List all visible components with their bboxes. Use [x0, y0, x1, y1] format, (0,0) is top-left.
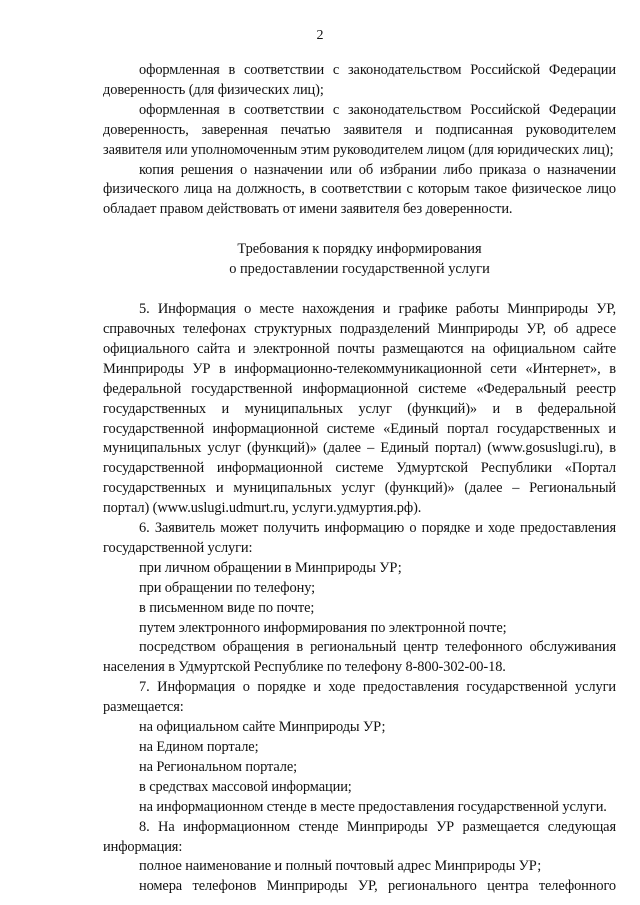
list-item-mail: в письменном виде по почте; — [139, 599, 315, 616]
section-heading — [103, 240, 616, 280]
intro-paragraph-1: оформленная в соответствии с законодательством Российской Федерации доверенность (для физических лиц); — [103, 62, 616, 98]
page-number: 2 — [316, 28, 324, 43]
list-item-call-center: посредством обращения в региональный центр телефонного обслуживания населения в Удмуртской Республике по телефону 8-800-302-00-18. — [103, 639, 616, 676]
document-body — [103, 61, 616, 897]
section-heading-line-1: Требования к порядку информирования — [237, 241, 482, 258]
section-heading-line-2: о предоставлении государственной услуги — [229, 261, 490, 278]
list-item-mass-media: в средствах массовой информации; — [139, 778, 352, 795]
paragraph-8: 8. На информационном стенде Минприроды УР размещается следующая информация: — [103, 818, 616, 855]
list-item-personal-visit: при личном обращении в Минприроды УР; — [139, 559, 402, 576]
list-item-regional-portal: на Региональном портале; — [139, 758, 298, 775]
paragraph-7: 7. Информация о порядке и ходе предоставления государственной услуги размещается: — [103, 679, 616, 716]
paragraph-5: 5. Информация о месте нахождения и графике работы Минприроды УР, справочных телефонах структурных подразделений Минприроды УР, об адресе официального сайта и электронной почты размещаются на официальном сайте Минприроды УР в информационно-телекоммуникационной сети «Интернет», в федеральной государственной информационной системе «Федеральный реестр государственных и муниципальных услуг (функций)» и в федеральной государственной информационной системе «Единый портал государственных и муниципальных услуг (функций)» (далее – Единый портал) (www.gosuslugi.ru), в государственной информационной системе Удмуртской Республики «Портал государственных и муниципальных услуг (функций)» (далее – Региональный портал) (www.uslugi.udmurt.ru, услуги.удмуртия.рф). — [103, 301, 616, 517]
list-item-info-stand: на информационном стенде в месте предоставления государственной услуги. — [139, 798, 607, 815]
list-item-full-name-address: полное наименование и полный почтовый адрес Минприроды УР; — [139, 858, 542, 875]
list-item-phone-numbers: номера телефонов Минприроды УР, регионального центра телефонного — [139, 878, 616, 895]
intro-paragraph-2: оформленная в соответствии с законодательством Российской Федерации доверенность, заверенная печатью заявителя и подписанная руководителем заявителя или уполномоченным этим руководителем лицом (для юридических лиц); — [103, 101, 616, 158]
list-item-official-site: на официальном сайте Минприроды УР; — [139, 719, 386, 736]
intro-paragraph-3: копия решения о назначении или об избрании либо приказа о назначении физического лица на должность, в соответствии с которым такое физическое лицо обладает правом действовать от имени заявителя без доверенности. — [103, 161, 616, 218]
list-item-email: путем электронного информирования по электронной почте; — [139, 619, 507, 636]
list-item-phone: при обращении по телефону; — [139, 579, 316, 596]
paragraph-6: 6. Заявитель может получить информацию о порядке и ходе предоставления государственной услуги: — [103, 520, 616, 556]
list-item-unified-portal: на Едином портале; — [139, 739, 259, 755]
